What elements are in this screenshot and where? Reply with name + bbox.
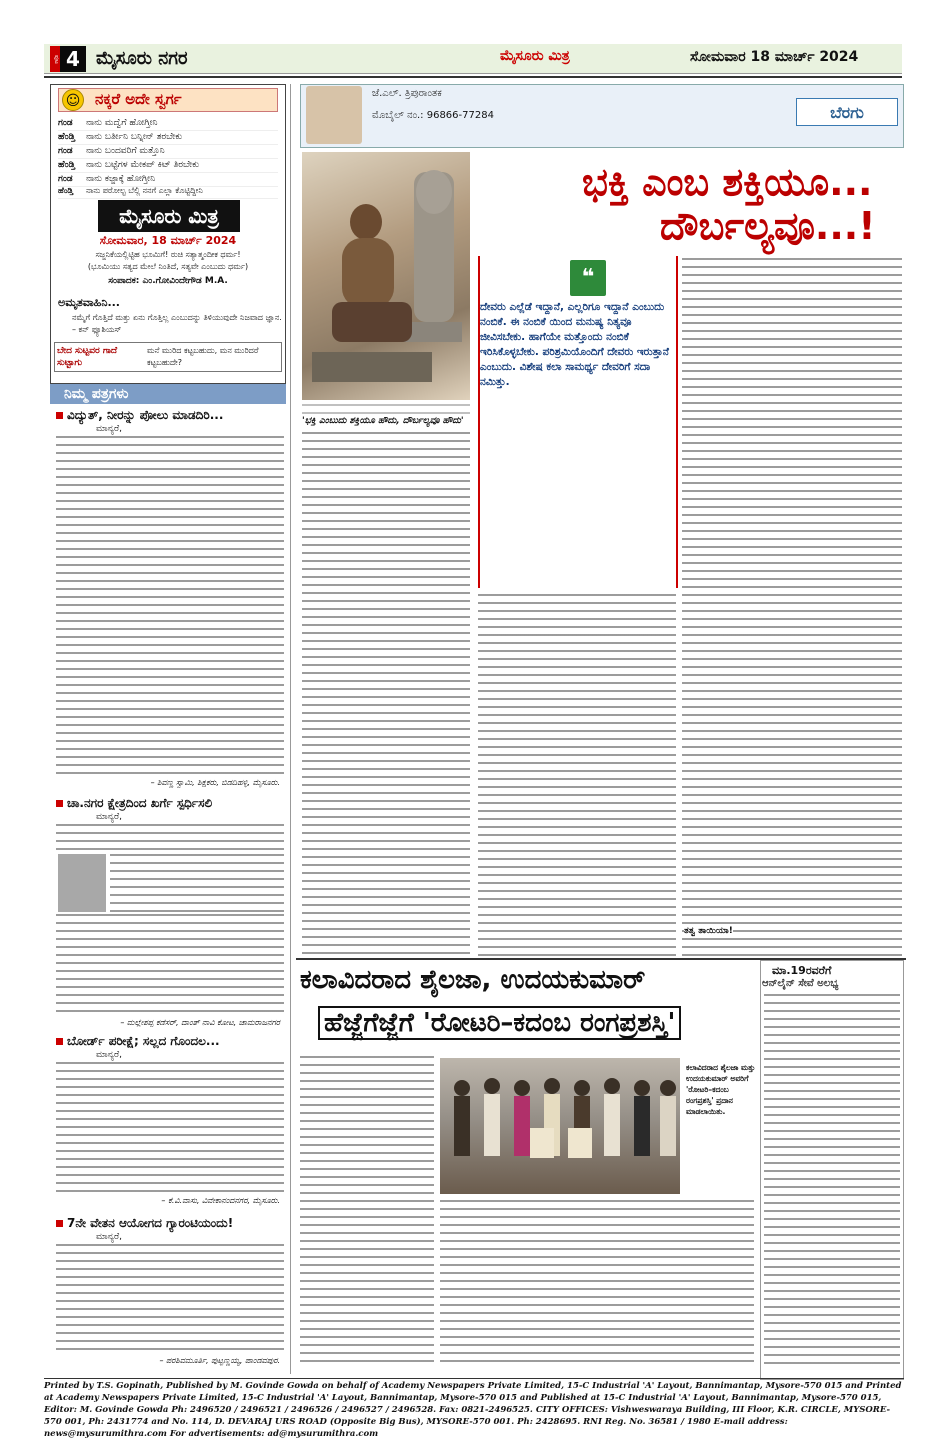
article-body-col2 bbox=[478, 594, 676, 958]
motto-line: (ಭೂಮಿಯು ಸತ್ಯದ ಮೇಲೆ ನಿಂತಿದೆ, ಸತ್ಯವೇ ಎಂಬುದು ಧರ್ಮ) bbox=[87, 262, 249, 271]
letter-headline: ಬೋರ್ಡ್ ಪರೀಕ್ಷೆ; ಸಲ್ಲದ ಗೊಂದಲ... bbox=[56, 1034, 284, 1049]
letter-signature: – ಪರಶಿವಮೂರ್ತಿ, ಪುಟ್ಟಣ್ಣಯ್ಯ, ಪಾಂಡವಪುರ. bbox=[159, 1356, 280, 1365]
header-date: ಸೋಮವಾರ 18 ಮಾರ್ಚ್ 2024 bbox=[690, 49, 859, 65]
letter-salutation: ಮಾನ್ಯರೆ, bbox=[96, 424, 122, 434]
letter-signature: – ಕೆ.ವಿ.ವಾಸು, ವಿವೇಕಾನಂದನಗರ, ಮೈಸೂರು. bbox=[161, 1196, 280, 1205]
dialogue-line: ಗಂಡ ನಾನು ಕಜ್ಜಾಕ್ಕೆ ಹೋಗ್ತೀನಿ bbox=[58, 174, 278, 187]
award-photo-caption: ಕಲಾವಿದರಾದ ಶೈಲಜಾ ಮತ್ತು ಉದಯಕುಮಾರ್ ಅವರಿಗೆ 'ರೋಟರಿ–ಕದಂಬ ರಂಗಪ್ರಶಸ್ತಿ' ಪ್ರದಾನ ಮಾಡಲಾಯಿತು. bbox=[686, 1063, 756, 1116]
letter-headline: ವಿದ್ಯುತ್, ನೀರನ್ನು ಪೋಲು ಮಾಡದಿರಿ... bbox=[56, 408, 284, 423]
story2-body bbox=[300, 1056, 434, 1366]
proverb-text: ಮನೆ ಮುರಿದ ಕಟ್ಟಬಹುದು, ಮನ ಮುರಿದರೆ ಕಟ್ಟಬಹುದೇ? bbox=[147, 346, 259, 367]
story2-body bbox=[440, 1200, 754, 1366]
sculptor-photo bbox=[302, 152, 470, 400]
dialogue-line: ಗಂಡ ನಾನು ಬಂದವರಿಗೆ ಮತ್ತೊನಿ bbox=[58, 146, 278, 159]
quote-icon: ❝ bbox=[570, 260, 606, 296]
masthead-small: ಮೈಸೂರು ಮಿತ್ರ bbox=[500, 48, 570, 64]
pull-quote: ದೇವರು ಎಲ್ಲೆಡೆ ಇದ್ದಾನೆ, ಎಲ್ಲರಿಗೂ ಇದ್ದಾನೆ ಎಂಬುದು ನಂಬಿಕೆ. ಈ ನಂಬಿಕೆ ಯಿಂದ ಮನುಷ್ಯ ನಿತ್ಯವೂ ಜೀವಿಸಬೇಕು. ಹಾಗೆಯೇ ಮತ್ತೊಂದು ನಂಬಿಕೆ ಇರಿಸಿಕೊಳ್ಳಬೇಕು. ಪರಿಶ್ರಮಿಯೊಂದಿಗೆ ದೇವರು ಇರುತ್ತಾನೆ ಎಂಬುದು. ವಿಶೇಷ ಕಲಾ ಸಾಮರ್ಥ್ಯ ದೇವರಿಗೆ ಸದಾ ನಮಿತ್ತು. bbox=[480, 301, 669, 388]
letter-salutation: ಮಾನ್ಯರೆ, bbox=[96, 1232, 122, 1242]
letter-signature: – ಮಲ್ಲೇಶಪ್ಪ ಕಡೆಸರ್, ದಾಂತ್‌ ನಾವಿ ಕೋಟ, ಚಾಮರಾಜನಗರ bbox=[120, 1018, 280, 1027]
column-divider bbox=[290, 84, 291, 1374]
letter-salutation: ಮಾನ್ಯರೆ, bbox=[96, 1050, 122, 1060]
headline-line2: ದೌರ್ಬಲ್ಯವೂ...! bbox=[660, 204, 876, 248]
dialogue-line: ಹೆಂಡ್ತಿ ನಾನು ಬಟ್ಟೆಗಳ ಮೇಕಪ್ ಕಿಟ್ ತಿರಬೇಕು bbox=[58, 160, 278, 173]
letter-salutation: ಮಾನ್ಯರೆ, bbox=[96, 812, 122, 822]
header-rule bbox=[44, 76, 902, 78]
proverb-label: ಬೇದ ಸುಟ್ಟವರ ಗಾದೆ ಸುಟ್ಟಾಗು bbox=[57, 346, 118, 368]
masthead: ಮೈಸೂರು ಮಿತ್ರ bbox=[98, 200, 240, 232]
letter-body bbox=[56, 914, 284, 1014]
photo-shadow bbox=[302, 404, 470, 414]
author-name: ಜೆ.ಎಲ್. ತ್ರಿಪುರಾಂತಕ bbox=[372, 88, 442, 99]
page-label: ಪುಟ bbox=[50, 46, 60, 72]
award-photo bbox=[440, 1058, 680, 1194]
award-group-illustration bbox=[440, 1058, 680, 1194]
letter-body bbox=[110, 854, 284, 912]
section-title: ಮೈಸೂರು ನಗರ bbox=[96, 48, 188, 69]
letter-headline: ಚಾ.ನಗರ ಕ್ಷೇತ್ರದಿಂದ ಖರ್ಗೆ ಸ್ಪರ್ಧಿಸಲಿ bbox=[56, 796, 284, 811]
letter-body bbox=[56, 824, 284, 852]
photo-caption: 'ಭಕ್ತಿ ಎಂಬುದು ಶಕ್ತಿಯೂ ಹೌದು, ದೌರ್ಬಲ್ಯವೂ ಹೌದು' bbox=[302, 416, 464, 426]
dialogue-line: ಗಂಡ ನಾನು ಮದ್ವೆಗೆ ಹೋಗ್ತೀನಿ bbox=[58, 118, 278, 131]
article-body-col3 bbox=[682, 258, 902, 958]
info-heading: ತತ್ವ ತಾಯಿಯಾ! bbox=[684, 926, 733, 936]
sculptor-illustration bbox=[302, 152, 470, 400]
side-story-body bbox=[764, 994, 900, 1370]
imprint-line: Printed by T.S. Gopinath, Published by M. Govinde Gowda on behalf of Academy Newspapers Private Limited, 15-C Industrial 'A' Layout, Bannimantap, Mysore-570 015 and Printed at Academy Newspapers Private Limited, 15-C Industrial 'A' Layout, Bannimantap, Mysore-570 015 and Published at 15-C Industrial 'A' Layout, Bannimantap, Mysore-570 015, Editor: M. Govinde Gowda Ph: 2496520 / 2496521 / 2496526 / 2496527 / 2496528. Fax: 0821-2496525. CITY OFFICES: Vishweswaraya Building, III Floor, K.R. CIRCLE, MYSORE-570 001, Ph: 2431774 and No. 114, D. DEVARAJ URS ROAD (Opposite Big Bus), MYSORE-570 001. Ph: 2428695. RNI Reg. No. 36581 / 1980 E-mail address: news@mysurumithra.com For advertisements: ad@mysurumithra.com bbox=[44, 1381, 902, 1439]
editor-line: ಸಂಪಾದಕ: ಎಂ.ಗೋವಿಂದೇಗೌಡ M.A. bbox=[108, 276, 228, 286]
writer-photo bbox=[58, 854, 106, 912]
headline-line1: ಭಕ್ತಿ ಎಂಬ ಶಕ್ತಿಯೂ... bbox=[582, 160, 873, 204]
amrita-heading: ಅಮೃತವಾಹಿನಿ... bbox=[58, 296, 120, 309]
side-story-title: ಮಾ.19ರವರೆಗೆ bbox=[772, 964, 832, 977]
page-number: 4 bbox=[60, 46, 86, 72]
proverb-box bbox=[54, 342, 282, 372]
side-story-subtitle: ಆನ್‌ಲೈನ್ ಸೇವೆ ಅಲಭ್ಯ bbox=[762, 978, 839, 989]
letter-headline: 7ನೇ ವೇತನ ಆಯೋಗದ ಗ್ಯಾರಂಟಿಯಂದು! bbox=[56, 1216, 284, 1231]
nakkare-title: ನಕ್ಕರೆ ಅದೇ ಸ್ವರ್ಗ bbox=[95, 90, 182, 108]
dialogue-line: ಹೆಂಡ್ತಿ ನಾನು ಪರೋಲ್ಟ ಬೆಲ್ಲಿ ನನಗೆ ಎಲ್ಲಾ ಕೊಟ್ಟಿದ್ದೀನಿ bbox=[58, 186, 278, 199]
letter-body bbox=[56, 436, 284, 774]
letter-body bbox=[56, 1062, 284, 1192]
story2-headline-line1: ಕಲಾವಿದರಾದ ಶೈಲಜಾ, ಉದಯಕುಮಾರ್ bbox=[300, 965, 646, 995]
footer-rule bbox=[44, 1378, 904, 1379]
story2-headline-line2: ಹೆಜ್ಜೆಗೆಜ್ಜೆಗೆ 'ರೋಟರಿ–ಕದಂಬ ರಂಗಪ್ರಶಸ್ತಿ' bbox=[318, 1008, 681, 1039]
letters-heading: ನಿಮ್ಮ ಪತ್ರಗಳು bbox=[50, 384, 286, 404]
article-body-col1 bbox=[302, 432, 470, 958]
author-mobile: ಮೊಬೈಲ್ ನಂ.: 96866-77284 bbox=[372, 110, 494, 121]
dialogue-line: ಹೆಂಡ್ತಿ ನಾನು ಬರ್ತೀನಿ ಬನ್ನೀನ್ ತರಬೇಕು bbox=[58, 132, 278, 145]
section-tag: ಬೆರಗು bbox=[796, 98, 898, 126]
letter-signature: – ಶಿವಣ್ಣ ಸ್ವಾಮಿ, ಶಿಕ್ಷಕರು, ಬಿಡದಿಹಳ್ಳಿ, ಮೈಸೂರು. bbox=[150, 778, 280, 787]
amrita-quote: ನಮ್ಮೆಗೆ ಗೊತ್ತಿದೆ ಮತ್ತು ಏನು ಗೊತ್ತಿಲ್ಲ ಎಂಬುದನ್ನು ತಿಳಿಯುವುದೇ ನಿಜವಾದ ಜ್ಞಾನ. – ಕನ್ ಫ್ಯೂಶಿಯಸ್ bbox=[72, 313, 282, 334]
letter-body bbox=[56, 1244, 284, 1352]
motto-line: ಸಜ್ಜನಿಕೆಯಲ್ಲಿಟ್ಟಿಹ ಭೂಮಿಗೆ! ರುಚಿ ಸತ್ಯಾತ್ಮಂದೀಕ ಧರ್ಮ! bbox=[95, 250, 241, 259]
masthead-date: ಸೋಮವಾರ, 18 ಮಾರ್ಚ್ 2024 bbox=[99, 234, 237, 247]
author-photo bbox=[306, 86, 362, 144]
laughing-face-icon: ☺ bbox=[62, 89, 84, 111]
